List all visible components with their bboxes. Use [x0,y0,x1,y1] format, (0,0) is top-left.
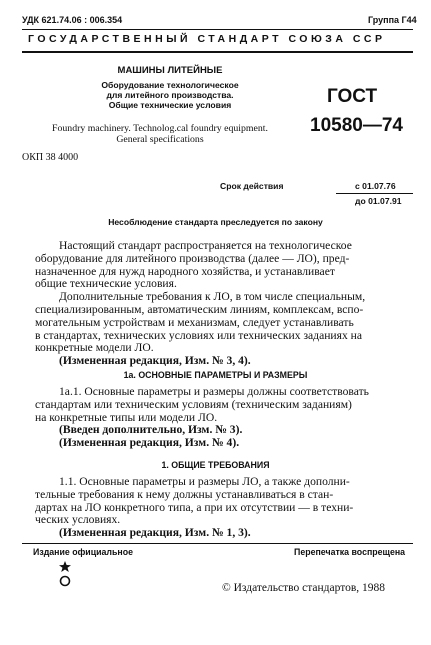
title-ru-main: МАШИНЫ ЛИТЕЙНЫЕ [117,65,223,76]
intro-line: назначенное для нужд народного хозяйства, и устанавливает [35,264,335,278]
gost-number: 10580—74 [310,115,403,136]
intro-line: специализированным, автоматическим линиям, комплексам, вспо- [35,302,364,316]
title-en-line1: Foundry machinery. Technolog.cal foundry equipment. [52,123,268,134]
footer-rule [22,543,413,544]
added-note: (Введен дополнительно, Изм. № 3). [59,423,243,437]
section-1-heading: 1. ОБЩИЕ ТРЕБОВАНИЯ [161,460,270,470]
intro-line: общие технические условия. [35,277,177,291]
intro-line: могательным устройствам и механизмам, следует устанавливать [35,315,354,329]
group-code: Группа Г44 [368,15,417,25]
section-1-line: ческих условиях. [35,513,121,527]
reprint-prohibited: Перепечатка воспрещена [294,547,406,557]
validity-label: Срок действия [220,181,284,191]
intro-line: конкретные модели ЛО. [35,341,154,355]
section-1-paragraph [35,476,410,540]
publisher-copyright: © Издательство стандартов, 1988 [222,582,386,594]
section-1-line: тельные требования к нему должны устанавливаться в стан- [35,487,334,501]
section-1a-paragraph [35,386,410,450]
intro-line: Дополнительные требования к ЛО, в том числе специальным, [59,290,366,304]
header-rule-top [22,29,413,30]
title-ru-line3: для литейного производства. [106,90,234,100]
validity-to: до 01.07.91 [355,196,402,206]
amendment-note: (Измененная редакция, Изм. № 1, 3). [59,526,251,540]
validity-rule [336,193,413,194]
intro-line: Настоящий стандарт распространяется на технологическое [59,239,352,252]
title-ru-line2: Оборудование технологическое [101,80,239,90]
section-1-line: дартах на ЛО конкретного типа, а при их отсутствии — в техни- [35,500,354,514]
section-1a-line: на конкретные типы или модели ЛО. [35,410,218,424]
section-1a-line: стандартам или техническим условиям (техническим заданиям) [35,397,352,411]
section-1a-line: 1а.1. Основные параметры и размеры должны соответствовать [59,385,369,398]
gost-label: ГОСТ [327,86,378,107]
intro-line: оборудование для литейного производства (далее — ЛО), пред- [35,251,350,265]
udk-code: УДК 621.74.06 : 006.354 [22,15,123,25]
validity-from: с 01.07.76 [355,181,396,191]
header-rule-bottom [22,51,413,53]
law-notice: Несоблюдение стандарта преследуется по закону [108,217,323,227]
okp-code: ОКП 38 4000 [22,152,79,163]
amendment-note: (Измененная редакция, Изм. № 4). [59,436,240,450]
title-en-line2: General specifications [116,134,204,145]
section-1a-heading: 1а. ОСНОВНЫЕ ПАРАМЕТРЫ И РАЗМЕРЫ [123,370,308,380]
star-mark-icon [58,560,72,588]
official-edition: Издание официальное [33,547,133,557]
intro-paragraph [35,240,410,368]
section-1-line: 1.1. Основные параметры и размеры ЛО, а также дополни- [59,475,350,488]
intro-line: в стандартах, технических условиях или технических заданиях на [35,328,363,342]
standard-banner: ГОСУДАРСТВЕННЫЙ СТАНДАРТ СОЮЗА ССР [28,33,386,45]
title-ru-line4: Общие технические условия [108,100,232,110]
amendment-note: (Измененная редакция, Изм. № 3, 4). [59,354,251,368]
